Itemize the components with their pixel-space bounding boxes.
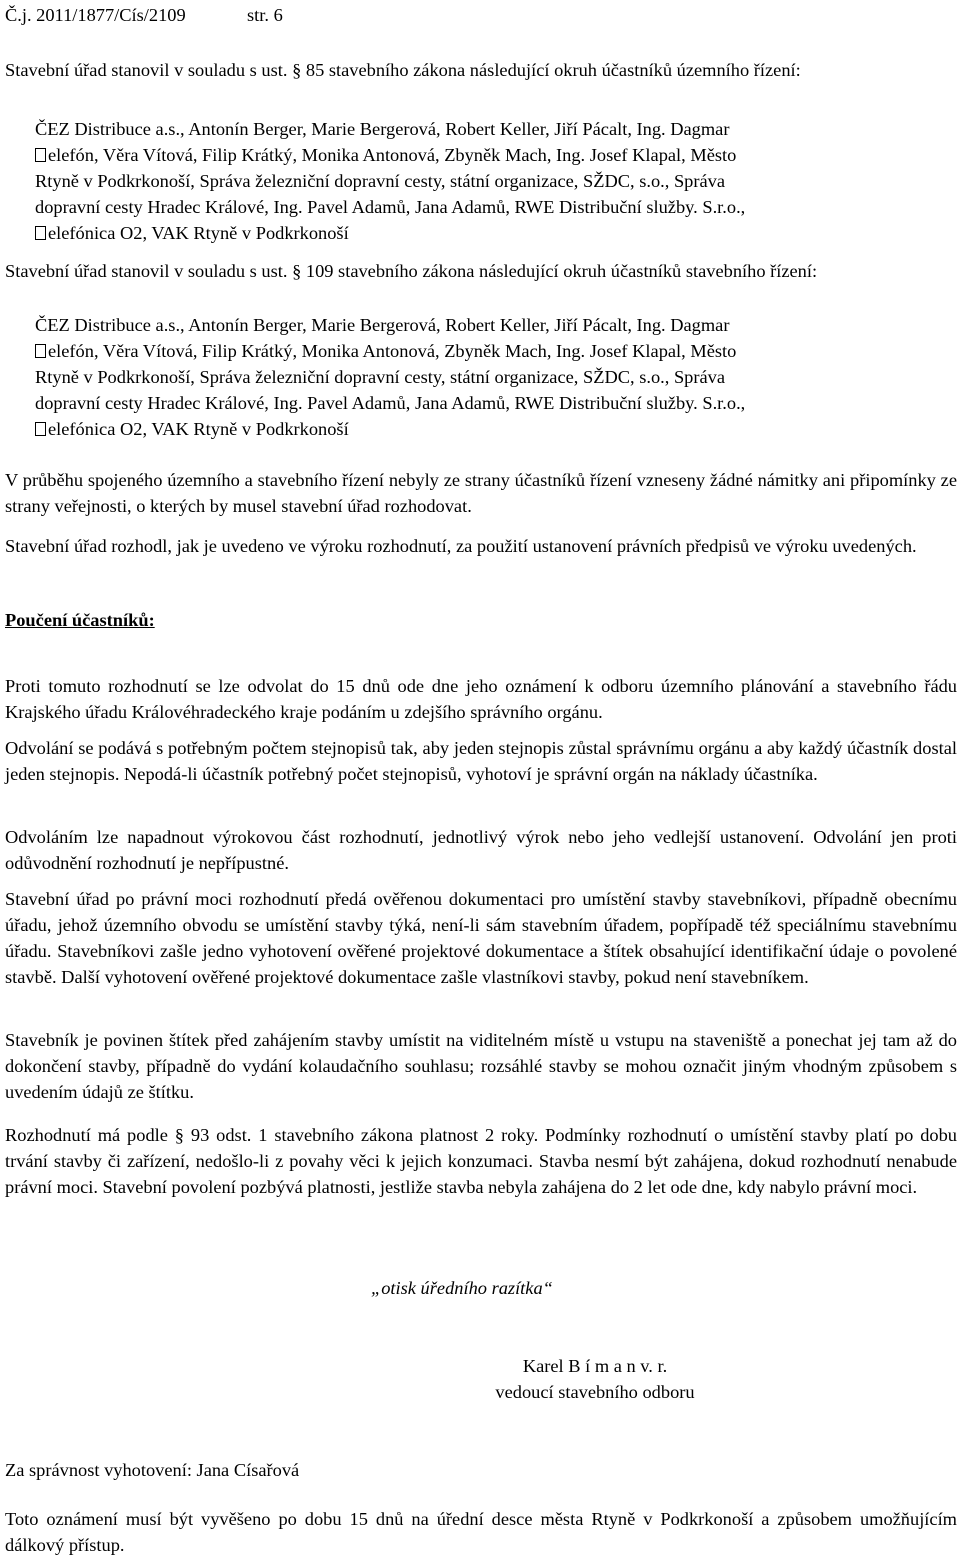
- pouceni-heading: Poučení účastníků:: [5, 610, 155, 630]
- signatory-name: Karel B í m a n v. r.: [522, 1356, 668, 1376]
- signature-block: [455, 1353, 735, 1405]
- paragraph-odvolat: Proti tomuto rozhodnutí se lze odvolat do 15 dnů ode dne jeho oznámení k odboru územního plánování a stavebního řádu Krajského úřadu Královéhradeckého kraje podáním u zdejšího správního orgánu.: [5, 676, 957, 722]
- correctness-note: Za správnost vyhotovení: Jana Císařová: [5, 1460, 300, 1480]
- stavebni-participants: [5, 312, 960, 442]
- uzemni-participants: [5, 116, 960, 246]
- paragraph-stitek: Stavebník je povinen štítek před zahájením stavby umístit na viditelném místě u vstupu na staveniště a ponechat jej tam až do dokončení stavby, případně do vydání kolaudačního souhlasu; rozsáhlé stavby se mohou označit jiným vhodným způsobem s uvedením údajů ze štítku.: [5, 1030, 957, 1102]
- paragraph-rozhodl: Stavební úřad rozhodl, jak je uvedeno ve výroku rozhodnutí, za použití ustanovení právních předpisů ve výroku uvedených.: [5, 536, 917, 556]
- participants-line: Rtyně v Podkrkonoší, Správa železniční dopravní cesty, státní organizace, SŽDC, s.o., Správa: [35, 367, 726, 387]
- paragraph-vyrok: Odvoláním lze napadnout výrokovou část rozhodnutí, jednotlivý výrok nebo jeho vedlejší ustanovení. Odvolání jen proti odůvodnění rozhodnutí je nepřípustné.: [5, 827, 957, 873]
- stamp-placeholder: „otisk úředního razítka“: [371, 1278, 553, 1298]
- missing-glyph-icon: [35, 344, 46, 358]
- participants-line: elefónica O2, VAK Rtyně v Podkrkonoší: [35, 220, 960, 246]
- paragraph-dokumentace: Stavební úřad po právní moci rozhodnutí předá ověřenou dokumentaci pro umístění stavby stavebníkovi, případně obecnímu úřadu, jehož územního obvodu se umístění stavby týká, není-li sám stavebním úřadem, popřípadě též speciálnímu stavebnímu úřadu. Stavebníkovi zašle jedno vyhotovení ověřené projektové dokumentace a štítek obsahující identifikační údaje o povolené stavbě. Další vyhotovení ověřené projektové dokumentace zašle vlastníkovi stavby, pokud není stavebníkem.: [5, 889, 957, 987]
- paragraph-stejnopis: Odvolání se podává s potřebným počtem stejnopisů tak, aby jeden stejnopis zůstal správnímu orgánu a aby každý účastník dostal jeden stejnopis. Nepodá-li účastník potřebný počet stejnopisů, vyhotoví je správní orgán na náklady účastníka.: [5, 738, 957, 784]
- paragraph-platnost: Rozhodnutí má podle § 93 odst. 1 stavebního zákona platnost 2 roky. Podmínky rozhodnutí o umístění stavby platí po dobu trvání stavby či zařízení, nedošlo-li z povahy věci k jejich konzumaci. Stavba nesmí být zahájena, dokud rozhodnutí nenabude právní moci. Stavební povolení pozbývá platnosti, jestliže stavba nebyla zahájena do 2 let ode dne, kdy nabylo právní moci.: [5, 1125, 957, 1197]
- paragraph-vyveseni: Toto oznámení musí být vyvěšeno po dobu 15 dnů na úřední desce města Rtyně v Podkrkonoší a způsobem umožňujícím dálkový přístup.: [5, 1509, 957, 1555]
- reference-number: Č.j. 2011/1877/Cís/2109: [5, 5, 186, 25]
- participants-line: dopravní cesty Hradec Králové, Ing. Pavel Adamů, Jana Adamů, RWE Distribuční služby. S.r.o.,: [35, 197, 746, 217]
- signatory-role: vedoucí stavebního odboru: [495, 1382, 695, 1402]
- missing-glyph-icon: [35, 226, 46, 240]
- page-header: [5, 2, 283, 28]
- participants-line: ČEZ Distribuce a.s., Antonín Berger, Marie Bergerová, Robert Keller, Jiří Pácalt, Ing. Dagmar: [35, 315, 730, 335]
- participants-line: Rtyně v Podkrkonoší, Správa železniční dopravní cesty, státní organizace, SŽDC, s.o., Správa: [35, 171, 726, 191]
- participants-line: elefón, Věra Vítová, Filip Krátký, Monika Antonová, Zbyněk Mach, Ing. Josef Klapal, Město: [35, 142, 960, 168]
- participants-line: elefónica O2, VAK Rtyně v Podkrkonoší: [35, 416, 960, 442]
- uzemni-intro: Stavební úřad stanovil v souladu s ust. § 85 stavebního zákona následující okruh účastníků územního řízení:: [5, 60, 801, 80]
- participants-line: ČEZ Distribuce a.s., Antonín Berger, Marie Bergerová, Robert Keller, Jiří Pácalt, Ing. Dagmar: [35, 119, 730, 139]
- pouceni-heading-wrap: [5, 607, 957, 633]
- missing-glyph-icon: [35, 148, 46, 162]
- missing-glyph-icon: [35, 422, 46, 436]
- participants-line: elefón, Věra Vítová, Filip Krátký, Monika Antonová, Zbyněk Mach, Ing. Josef Klapal, Město: [35, 338, 960, 364]
- paragraph-namitky: V průběhu spojeného územního a stavebního řízení nebyly ze strany účastníků řízení vzneseny žádné námitky ani připomínky ze strany veřejnosti, o kterých by musel stavební úřad rozhodovat.: [5, 470, 957, 516]
- page-number: str. 6: [247, 5, 283, 25]
- stavebni-intro: Stavební úřad stanovil v souladu s ust. § 109 stavebního zákona následující okruh účastníků stavebního řízení:: [5, 261, 818, 281]
- participants-line: dopravní cesty Hradec Králové, Ing. Pavel Adamů, Jana Adamů, RWE Distribuční služby. S.r.o.,: [35, 393, 746, 413]
